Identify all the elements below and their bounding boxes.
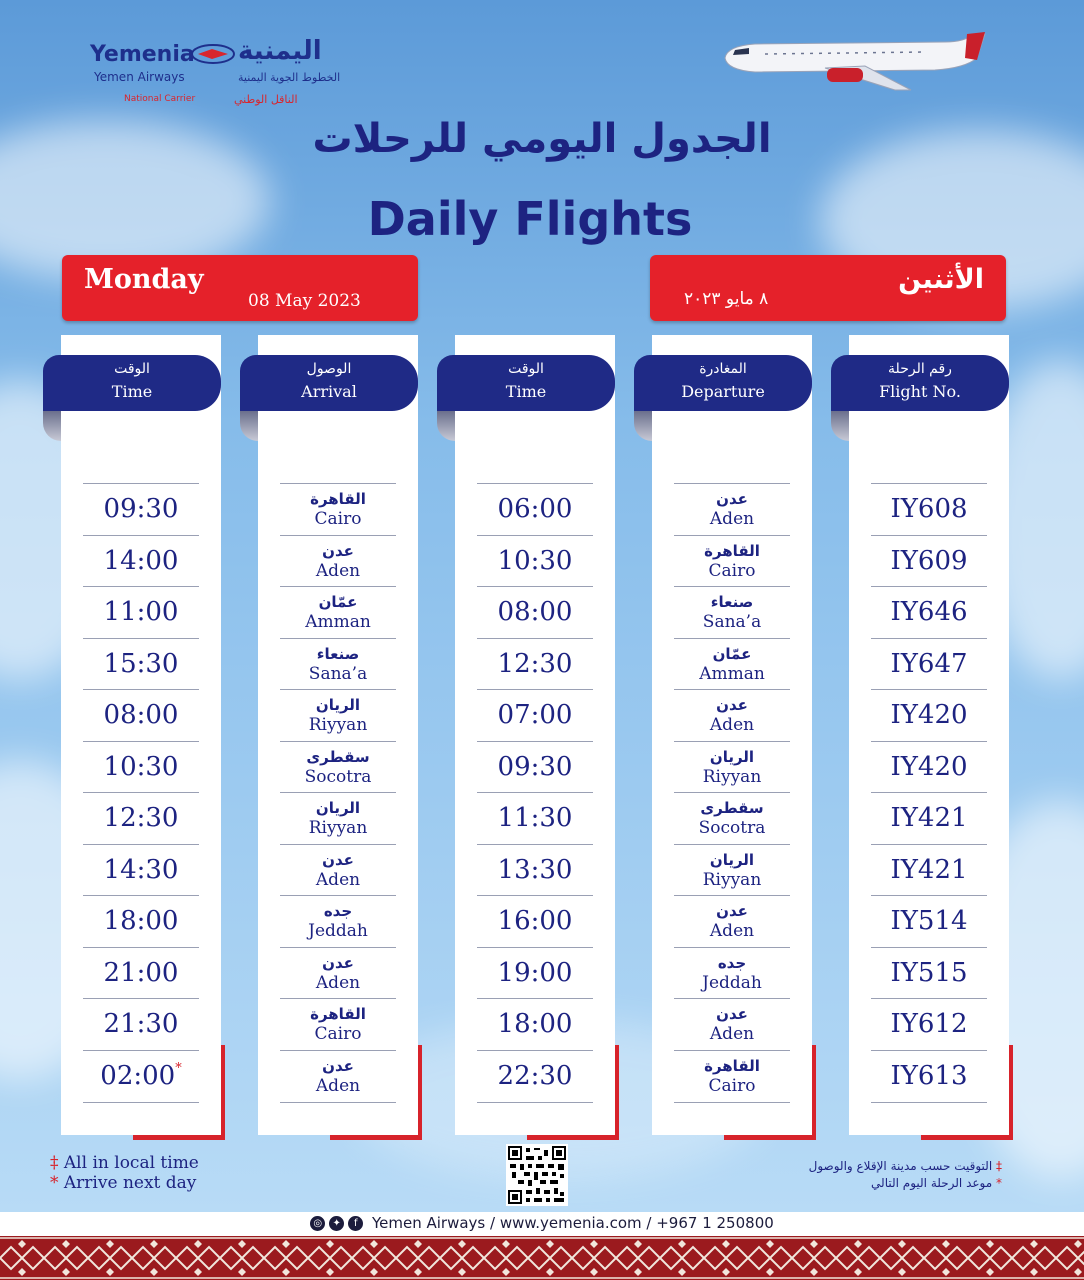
arrival-city-ar: القاهرة [310, 490, 366, 508]
accent-bar [812, 1045, 816, 1140]
arrival-time-cell [83, 700, 199, 730]
table-row [83, 638, 199, 690]
table-row [871, 792, 987, 844]
arrival-time-cell [83, 803, 199, 833]
table-row [83, 792, 199, 844]
footnote-local-time: All in local time [63, 1153, 199, 1173]
flight-number-cell-value: IY514 [890, 906, 968, 936]
table-row [280, 792, 396, 844]
table-row [674, 741, 790, 793]
table-row [477, 638, 593, 690]
table-row [83, 998, 199, 1050]
footnote-mark: ‡ [996, 1159, 1002, 1173]
header-label-en: Arrival [301, 382, 357, 401]
departure-time-cell-value: 22:30 [497, 1060, 573, 1091]
departure-time-cell-value: 06:00 [497, 494, 573, 524]
table-row [83, 535, 199, 587]
flight-number-cell-value: IY647 [890, 648, 968, 679]
header-departure-time [437, 355, 615, 411]
table-row [477, 998, 593, 1050]
table-row [477, 792, 593, 844]
table-row [871, 998, 987, 1050]
departure-time-cell [477, 855, 593, 885]
departure-time-cell-value: 19:00 [497, 957, 573, 988]
facebook-icon[interactable]: f [348, 1216, 363, 1231]
arrival-time-cell-value: 09:30 [103, 494, 179, 524]
departure-city-ar: صنعاء [710, 593, 754, 611]
column-arrival [258, 335, 418, 1135]
flight-number-cell [871, 803, 987, 833]
table-row [871, 638, 987, 690]
arrival-city-ar: سقطرى [306, 747, 370, 766]
qr-code-icon [506, 1144, 568, 1206]
arrival-time-cell-value: 10:30 [103, 751, 179, 782]
table-row [674, 535, 790, 587]
departure-time-cell [477, 906, 593, 936]
arrival-time-cell-value: 11:00 [103, 597, 179, 627]
qr-code[interactable] [506, 1144, 568, 1206]
departure-city-en: Aden [709, 509, 755, 529]
table-row [871, 895, 987, 947]
column-arrival-time [61, 335, 221, 1135]
arrival-time-cell [83, 649, 199, 679]
column-departure-time [455, 335, 615, 1135]
contact-info[interactable]: Yemen Airways / www.yemenia.com / +967 1 250800 [371, 1214, 774, 1232]
arrival-time-cell-value: 08:00 [103, 700, 179, 730]
table-row [477, 895, 593, 947]
header-arrival [240, 355, 418, 411]
national-carrier-en: National Carrier [124, 94, 196, 104]
table-row [83, 844, 199, 896]
table-row [477, 535, 593, 587]
header-label-en: Time [505, 382, 547, 401]
flight-number-cell-value: IY420 [890, 751, 968, 782]
table-row [83, 586, 199, 638]
arrival-city-en: Aden [315, 972, 361, 993]
header-label-ar: الوقت [508, 361, 544, 377]
table-row [477, 947, 593, 999]
brand-subtitle-ar: الخطوط الجوية اليمنية [238, 71, 341, 84]
departure-time-cell [477, 494, 593, 524]
flight-number-cell-value: IY609 [890, 545, 968, 576]
departure-city-en: Amman [699, 663, 765, 684]
table-row [83, 947, 199, 999]
table-row [477, 844, 593, 896]
table-row [280, 998, 396, 1050]
arrival-city-en: Sana’a [308, 663, 368, 684]
arrival-city-ar: الريان [315, 696, 361, 714]
arrival-city-en: Riyyan [308, 818, 368, 838]
yemenia-logo [88, 38, 348, 118]
accent-bar [133, 1135, 225, 1140]
column-flight-no [849, 335, 1009, 1135]
table-row [871, 689, 987, 741]
table-row [477, 689, 593, 741]
accent-bar [418, 1045, 422, 1140]
departure-time-cell [477, 958, 593, 988]
accent-bar [724, 1135, 816, 1140]
arrival-time-cell [83, 958, 199, 988]
ornament-border [0, 1236, 1084, 1280]
header-label-ar: الوصول [306, 361, 352, 377]
flight-number-cell [871, 700, 987, 730]
arrival-city-ar: الريان [315, 799, 361, 817]
departure-city-ar: القاهرة [704, 541, 760, 560]
footnote-next-day: Arrive next day [63, 1173, 197, 1193]
flight-number-cell-value: IY421 [890, 803, 968, 833]
header-flight-no [831, 355, 1009, 411]
departure-city-ar: عدن [716, 696, 748, 714]
footnote-ar-local-time: التوقيت حسب مدينة الإقلاع والوصول [808, 1159, 993, 1173]
contact-bar [0, 1212, 1084, 1236]
date-banner-en [62, 255, 418, 321]
next-day-marker: * [175, 1060, 182, 1076]
arrival-city-ar: صنعاء [316, 644, 360, 663]
table-row [83, 483, 199, 535]
header-departure [634, 355, 812, 411]
table-row [83, 689, 199, 741]
departure-city-ar: عدن [716, 490, 748, 508]
table-row [280, 638, 396, 690]
table-row [280, 895, 396, 947]
arrival-city-en: Riyyan [308, 715, 368, 735]
table-row [674, 689, 790, 741]
arrival-city-ar: عدن [322, 850, 354, 869]
table-row [674, 895, 790, 947]
flight-number-cell [871, 546, 987, 576]
header-label-en: Flight No. [879, 382, 961, 401]
header-label-ar: رقم الرحلة [888, 361, 952, 377]
departure-city-en: Aden [709, 715, 755, 735]
flight-number-cell-value: IY420 [890, 700, 968, 730]
twitter-icon[interactable]: ✦ [329, 1216, 344, 1231]
accent-bar [330, 1135, 422, 1140]
arrival-city-en: Jeddah [308, 921, 368, 941]
header-label-en: Time [111, 382, 153, 401]
table-row [477, 483, 593, 535]
flight-number-cell [871, 958, 987, 988]
departure-city-en: Cairo [708, 1075, 756, 1096]
table-row [280, 947, 396, 999]
departure-time-cell-value: 12:30 [497, 648, 573, 679]
arrival-city-ar: عمّان [318, 593, 358, 611]
table-row [280, 689, 396, 741]
arrival-city-ar: جده [323, 902, 353, 920]
airline-emblem-icon [190, 43, 236, 65]
departure-city-ar: الريان [709, 850, 755, 869]
departure-city-ar: عدن [716, 1005, 748, 1023]
day-label-ar: الأثنين [898, 264, 984, 295]
brand-name-en: Yemenia [90, 42, 195, 67]
departure-time-cell [477, 1009, 593, 1039]
departure-time-cell [477, 1061, 593, 1091]
table-row [280, 844, 396, 896]
header-label-ar: المغادرة [699, 361, 747, 377]
departure-city-en: Aden [709, 921, 755, 941]
departure-city-ar: سقطرى [700, 799, 764, 817]
departure-city-en: Riyyan [702, 766, 762, 787]
flight-number-cell-value: IY608 [890, 494, 968, 524]
footnotes-ar [809, 1158, 1002, 1192]
departure-time-cell [477, 546, 593, 576]
brand-subtitle-en: Yemen Airways [94, 70, 185, 84]
departure-city-en: Riyyan [702, 869, 762, 890]
arrival-time-cell-value: 14:30 [103, 854, 179, 885]
day-label-en: Monday [84, 264, 204, 295]
footnote-mark: * [996, 1176, 1002, 1190]
departure-time-cell [477, 803, 593, 833]
table-row [674, 586, 790, 638]
accent-bar [921, 1135, 1013, 1140]
flight-number-cell-value: IY612 [890, 1009, 968, 1039]
header-label-ar: الوقت [114, 361, 150, 377]
departure-time-cell [477, 700, 593, 730]
accent-bar [1009, 1045, 1013, 1140]
arrival-city-ar: عدن [322, 541, 354, 560]
table-row [674, 792, 790, 844]
arrival-city-en: Socotra [304, 766, 372, 787]
arrival-time-cell [83, 1009, 199, 1039]
table-row [674, 998, 790, 1050]
arrival-city-ar: عدن [322, 1056, 354, 1075]
table-row [83, 895, 199, 947]
arrival-city-ar: القاهرة [310, 1005, 366, 1023]
arrival-time-cell [83, 752, 199, 782]
date-banner-ar [650, 255, 1006, 321]
arrival-city-ar: عدن [322, 953, 354, 972]
arrival-time-cell [83, 546, 199, 576]
instagram-icon[interactable]: ◎ [310, 1216, 325, 1231]
table-row [477, 1050, 593, 1103]
page-title-ar: الجدول اليومي للرحلات [312, 116, 772, 162]
page-title-en: Daily Flights [367, 192, 693, 246]
flight-number-cell-value: IY421 [890, 854, 968, 885]
table-row [83, 1050, 199, 1103]
table-row [871, 1050, 987, 1103]
brand-name-ar: اليمنية [238, 36, 322, 66]
departure-city-en: Cairo [708, 560, 756, 581]
table-row [871, 741, 987, 793]
table-row [280, 1050, 396, 1103]
flight-number-cell [871, 752, 987, 782]
table-row [280, 535, 396, 587]
arrival-time-cell [83, 1061, 199, 1091]
table-row [83, 741, 199, 793]
departure-time-cell-value: 07:00 [497, 700, 573, 730]
departure-time-cell [477, 752, 593, 782]
flight-number-cell-value: IY515 [890, 957, 968, 988]
arrival-city-en: Cairo [314, 509, 362, 529]
departure-time-cell-value: 09:30 [497, 751, 573, 782]
table-row [674, 483, 790, 535]
accent-bar [527, 1135, 619, 1140]
footnote-ar-next-day: موعد الرحلة اليوم التالي [871, 1176, 993, 1190]
table-row [674, 638, 790, 690]
flight-number-cell-value: IY646 [890, 597, 968, 627]
date-label-en: 08 May 2023 [248, 291, 361, 311]
accent-bar [615, 1045, 619, 1140]
table-row [871, 535, 987, 587]
departure-time-cell-value: 11:30 [497, 803, 573, 833]
departure-city-en: Aden [709, 1024, 755, 1044]
table-row [674, 1050, 790, 1103]
decorative-pattern [0, 1236, 1084, 1280]
table-row [871, 586, 987, 638]
footnote-mark: * [50, 1173, 59, 1193]
flight-number-cell [871, 494, 987, 524]
arrival-city-en: Amman [305, 612, 371, 632]
departure-city-ar: عدن [716, 902, 748, 920]
flight-number-cell [871, 597, 987, 627]
arrival-time-cell-value: 21:00 [103, 957, 179, 988]
flight-number-cell-value: IY613 [890, 1060, 968, 1091]
departure-time-cell-value: 08:00 [497, 597, 573, 627]
airplane-image [715, 28, 995, 98]
table-row [871, 844, 987, 896]
arrival-time-cell-value: 15:30 [103, 648, 179, 679]
header-arrival-time [43, 355, 221, 411]
table-row [871, 483, 987, 535]
date-label-ar: ٨ مايو ٢٠٢٣ [684, 289, 769, 309]
departure-time-cell-value: 16:00 [497, 906, 573, 936]
arrival-time-cell [83, 906, 199, 936]
arrival-time-cell [83, 855, 199, 885]
table-row [871, 947, 987, 999]
accent-bar [221, 1045, 225, 1140]
departure-city-en: Sana’a [702, 612, 762, 632]
table-row [280, 586, 396, 638]
footnote-mark: ‡ [50, 1153, 59, 1173]
arrival-time-cell [83, 597, 199, 627]
departure-time-cell-value: 18:00 [497, 1009, 573, 1039]
arrival-city-en: Cairo [314, 1024, 362, 1044]
flight-number-cell [871, 1009, 987, 1039]
departure-city-ar: جده [717, 953, 747, 972]
arrival-time-cell-value: 18:00 [103, 906, 179, 936]
departure-time-cell-value: 10:30 [497, 545, 573, 576]
departure-city-ar: الريان [709, 747, 755, 766]
flight-number-cell [871, 906, 987, 936]
arrival-city-en: Aden [315, 869, 361, 890]
arrival-city-en: Aden [315, 560, 361, 581]
arrival-time-cell-value: 12:30 [103, 803, 179, 833]
table-row [280, 483, 396, 535]
flight-number-cell [871, 649, 987, 679]
table-row [674, 947, 790, 999]
table-row [674, 844, 790, 896]
arrival-time-cell-value: 21:30 [103, 1009, 179, 1039]
departure-time-cell [477, 597, 593, 627]
column-departure [652, 335, 812, 1135]
departure-city-ar: القاهرة [704, 1056, 760, 1075]
departure-city-ar: عمّان [712, 644, 752, 663]
arrival-time-cell [83, 494, 199, 524]
departure-time-cell [477, 649, 593, 679]
departure-time-cell-value: 13:30 [497, 854, 573, 885]
national-carrier-ar: الناقل الوطني [234, 93, 298, 106]
flight-number-cell [871, 855, 987, 885]
table-row [477, 741, 593, 793]
arrival-time-cell-value: 02:00 [100, 1060, 176, 1091]
flight-number-cell [871, 1061, 987, 1091]
footnotes-en [50, 1153, 199, 1193]
table-row [280, 741, 396, 793]
arrival-city-en: Aden [315, 1075, 361, 1096]
header-label-en: Departure [681, 382, 765, 401]
departure-city-en: Socotra [698, 818, 766, 838]
table-row [477, 586, 593, 638]
departure-city-en: Jeddah [702, 972, 762, 993]
arrival-time-cell-value: 14:00 [103, 545, 179, 576]
